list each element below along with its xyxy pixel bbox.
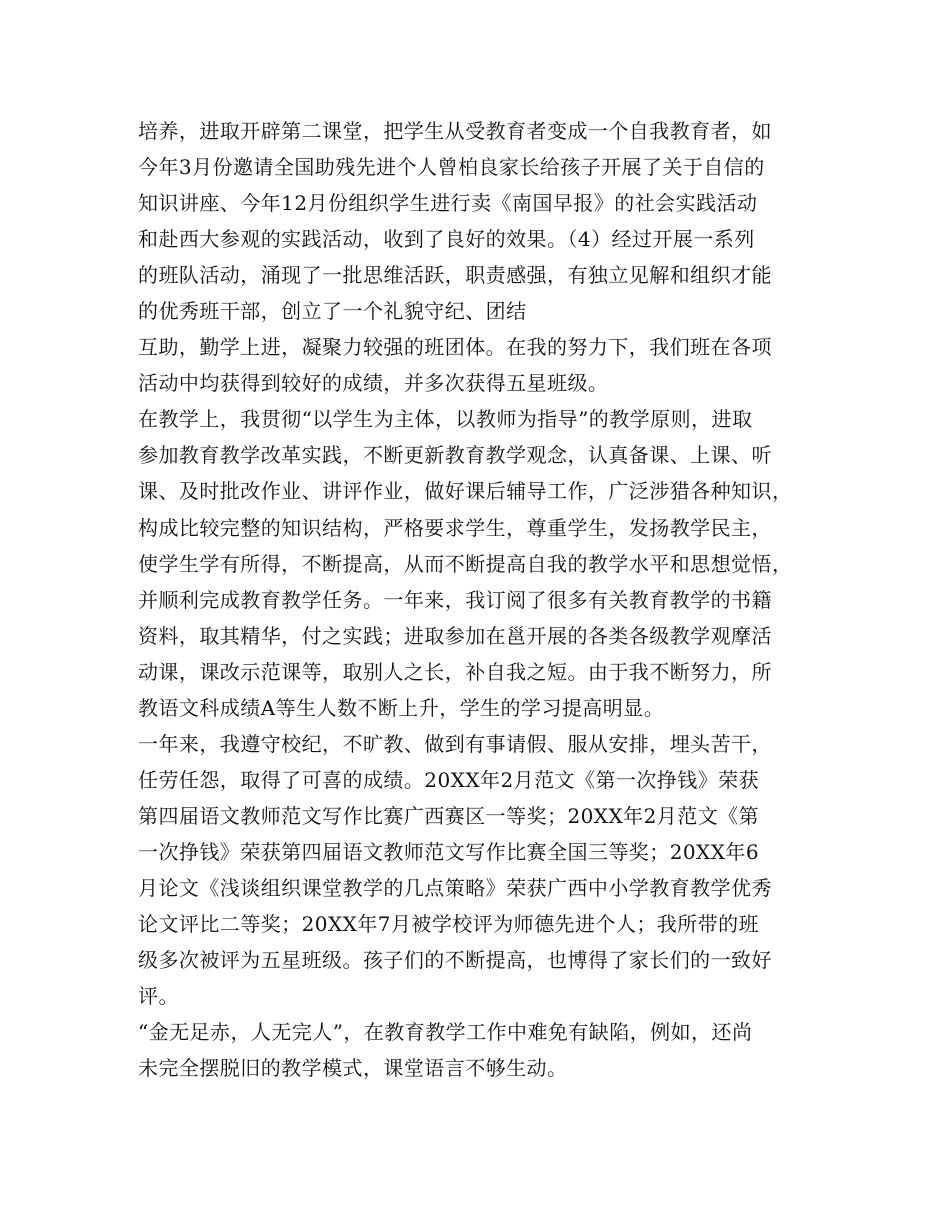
text-line: 的班队活动，涌现了一批思维活跃，职责感强，有独立见解和组织才能 [138,263,772,288]
text-line: 构成比较完整的知识结构，严格要求学生，尊重学生，发扬教学民主， [138,515,772,540]
text-line: 一年来，我遵守校纪，不旷教、做到有事请假、服从安排，埋头苦干， [138,731,772,756]
text-line: 教语文科成绩A等生人数不断上升，学生的学习提高明显。 [138,695,665,720]
text-line: 一次挣钱》荣获第四届语文教师范文写作比赛全国三等奖；20XX年6 [138,839,760,864]
text-line: 任劳任怨，取得了可喜的成绩。20XX年2月范文《第一次挣钱》荣获 [138,767,760,792]
text-line: 的优秀班干部，创立了一个礼貌守纪、团结 [138,299,527,324]
text-line: 知识讲座、今年12月份组织学生进行卖《南国早报》的社会实践活动 [138,191,758,216]
text-line: 互助，勤学上进，凝聚力较强的班团体。在我的努力下，我们班在各项 [138,335,772,360]
text-line: 级多次被评为五星班级。孩子们的不断提高，也博得了家长们的一致好 [138,948,772,973]
text-line: 活动中均获得到较好的成绩，并多次获得五星班级。 [138,371,609,396]
text-line: 今年3月份邀请全国助残先进个人曾柏良家长给孩子开展了关于自信的 [138,155,765,180]
text-line: 在教学上，我贯彻“以学生为主体，以教师为指导”的教学原则，进取 [138,407,753,432]
text-line: 培养，进取开辟第二课堂，把学生从受教育者变成一个自我教育者，如 [138,119,772,143]
text-line: 评。 [138,984,179,1009]
text-line: 论文评比二等奖；20XX年7月被学校评为师德先进个人；我所带的班 [138,912,760,937]
text-line: 并顺利完成教育教学任务。一年来，我订阅了很多有关教育教学的书籍 [138,587,772,612]
text-line: “金无足赤，人无完人”，在教育教学工作中难免有缺陷，例如，还尚 [138,1020,753,1045]
text-line: 和赴西大参观的实践活动，收到了良好的效果。（4）经过开展一系列 [138,227,755,252]
text-line: 使学生学有所得，不断提高，从而不断提高自我的教学水平和思想觉悟， [138,551,793,576]
text-line: 课、及时批改作业、讲评作业，做好课后辅导工作，广泛涉猎各种知识， [138,479,793,504]
document-body [138,114,828,1087]
text-line: 资料，取其精华，付之实践；进取参加在邕开展的各类各级教学观摩活 [138,623,772,648]
text-line: 未完全摆脱旧的教学模式，课堂语言不够生动。 [138,1056,568,1081]
text-line: 参加教育教学改革实践，不断更新教育教学观念，认真备课、上课、听 [138,443,772,468]
text-line: 月论文《浅谈组织课堂教学的几点策略》荣获广西中小学教育教学优秀 [138,875,772,900]
text-line: 动课，课改示范课等，取别人之长，补自我之短。由于我不断努力，所 [138,659,772,684]
text-line: 第四届语文教师范文写作比赛广西赛区一等奖；20XX年2月范文《第 [138,803,760,828]
